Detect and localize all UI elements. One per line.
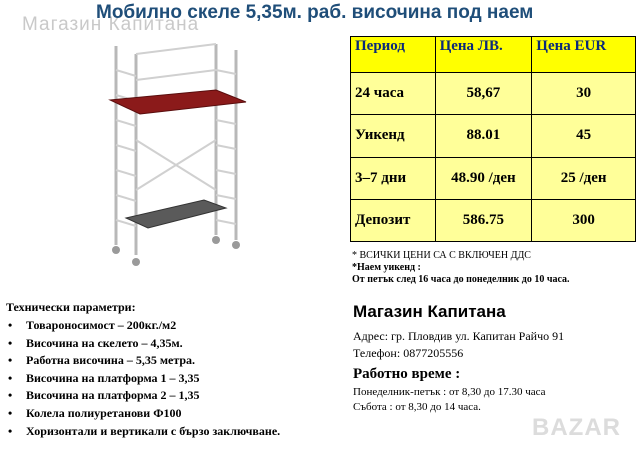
- table-header-row: [351, 37, 636, 73]
- specs-list: [6, 317, 346, 440]
- lower-platform: [126, 200, 226, 228]
- weekend-note-title: *Наем уикенд :: [352, 262, 421, 273]
- table-row: [351, 157, 636, 199]
- list-item: • Работна височина – 5,35 метра.: [6, 352, 346, 370]
- store-address: Адрес: гр. Пловдив ул. Капитан Райчо 91: [353, 329, 565, 343]
- technical-specs: [6, 300, 346, 440]
- list-item: • Височина на платформа 2 – 1,35: [6, 387, 346, 405]
- cell-price-bgn: 586.75: [435, 199, 532, 241]
- weekend-note-text: От петък след 16 часа до понеделник до 10 часа.: [352, 274, 570, 285]
- store-name: Магазин Капитана: [353, 302, 506, 321]
- cell-period: 24 часа: [351, 73, 436, 115]
- cell-period: 3–7 дни: [351, 157, 436, 199]
- list-item: • Височина на скелето – 4,35м.: [6, 335, 346, 353]
- upper-platform: [110, 90, 246, 114]
- table-row: [351, 115, 636, 157]
- cell-price-eur: 25 /ден: [532, 157, 636, 199]
- cell-price-bgn: 58,67: [435, 73, 532, 115]
- list-item: • Товароносимост – 200кг./м2: [6, 317, 346, 335]
- page-title: Мобилно скеле 5,35м. раб. височина под наем: [96, 2, 534, 23]
- working-hours-title: Работно време :: [353, 366, 461, 382]
- price-table: [350, 36, 636, 242]
- price-notes: [352, 250, 638, 286]
- table-row: [351, 199, 636, 241]
- working-hours-weekdays: Понеделник-петък : от 8,30 до 17.30 часа: [353, 386, 546, 398]
- store-watermark: Магазин Капитана: [22, 14, 200, 35]
- header-price-bgn: Цена ЛВ.: [435, 37, 532, 73]
- table-row: [351, 73, 636, 115]
- cell-price-eur: 30: [532, 73, 636, 115]
- list-item: • Хоризонтали и вертикали с бързо заключване.: [6, 423, 346, 441]
- cell-price-bgn: 48.90 /ден: [435, 157, 532, 199]
- store-info: [353, 302, 639, 415]
- header-period: Период: [351, 37, 436, 73]
- header-price-eur: Цена EUR: [532, 37, 636, 73]
- cell-period: Уикенд: [351, 115, 436, 157]
- working-hours-saturday: Събота : от 8,30 до 14 часа.: [353, 401, 481, 413]
- store-phone[interactable]: Телефон: 0877205556: [353, 346, 464, 360]
- list-item: • Колела полиуретанови Ф100: [6, 405, 346, 423]
- cell-price-eur: 300: [532, 199, 636, 241]
- list-item: • Височина на платформа 1 – 3,35: [6, 370, 346, 388]
- cell-price-bgn: 88.01: [435, 115, 532, 157]
- specs-heading: Технически параметри:: [6, 300, 136, 314]
- vat-note: * ВСИЧКИ ЦЕНИ СА С ВКЛЮЧЕН ДДС: [352, 250, 531, 261]
- cell-period: Депозит: [351, 199, 436, 241]
- scaffold-image: [96, 40, 256, 278]
- bazar-logo: BAZAR: [532, 414, 621, 441]
- cell-price-eur: 45: [532, 115, 636, 157]
